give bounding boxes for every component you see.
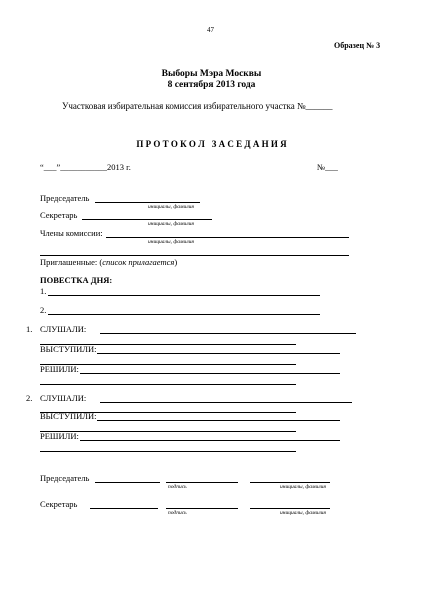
section-2-listened-line [100, 402, 352, 403]
secretary-caption: инициалы, фамилия [148, 221, 194, 227]
section-2-number: 2. [26, 393, 33, 403]
section-1-number: 1. [26, 324, 33, 334]
footer-chairman-initials-line [250, 482, 330, 483]
agenda-line-2 [48, 314, 320, 315]
footer-secretary-signature-caption: подпись [168, 510, 187, 516]
footer-secretary-line-1 [90, 508, 158, 509]
agenda-item-2: 2. [40, 305, 47, 315]
members-line-2 [40, 255, 349, 256]
agenda-heading: ПОВЕСТКА ДНЯ: [40, 275, 113, 285]
title-line-2: 8 сентября 2013 года [167, 80, 256, 90]
protocol-number: №___ [317, 162, 338, 172]
section-2-decided: РЕШИЛИ: [40, 431, 79, 441]
secretary-label: Секретарь [40, 210, 78, 220]
title-line-1: Выборы Мэра Москвы [161, 69, 262, 79]
footer-chairman-line-1 [95, 482, 160, 483]
section-1-listened: СЛУШАЛИ: [40, 324, 87, 334]
chairman-line [95, 202, 200, 203]
section-2-spoke-line [97, 420, 340, 421]
section-1-spoke: ВЫСТУПИЛИ: [40, 344, 97, 354]
sample-label: Образец № 3 [334, 41, 381, 50]
members-label: Члены комиссии: [40, 228, 103, 238]
chairman-caption: инициалы, фамилия [148, 204, 194, 210]
invited-line [40, 258, 177, 267]
members-caption: инициалы, фамилия [148, 239, 194, 245]
members-line-1 [106, 237, 349, 238]
section-1-listened-line [100, 333, 356, 334]
footer-secretary-label: Секретарь [40, 499, 78, 509]
secretary-line [82, 219, 212, 220]
footer-secretary-initials-caption: инициалы, фамилия [280, 510, 326, 516]
invited-suffix: ) [174, 257, 178, 267]
agenda-item-1: 1. [40, 286, 47, 296]
section-1-decided-line [80, 373, 340, 374]
footer-chairman-initials-caption: инициалы, фамилия [280, 484, 326, 490]
protocol-heading: П Р О Т О К О Л З А С Е Д А Н И Я [136, 139, 287, 149]
section-2-spoke: ВЫСТУПИЛИ: [40, 411, 97, 421]
section-2-listened: СЛУШАЛИ: [40, 393, 87, 403]
footer-secretary-signature-line [166, 508, 238, 509]
chairman-label: Председатель [40, 193, 90, 203]
section-2-decided-line [80, 440, 340, 441]
footer-chairman-signature-caption: подпись [168, 484, 187, 490]
footer-secretary-initials-line [250, 508, 330, 509]
section-1-decided-line-2 [40, 384, 296, 385]
commission-line: Участковая избирательная комиссия избирательного участка №______ [62, 101, 333, 111]
section-1-spoke-line [97, 353, 340, 354]
footer-chairman-signature-line [166, 482, 238, 483]
page-number: 47 [207, 26, 214, 34]
invited-prefix: Приглашенные: ( [40, 257, 103, 267]
agenda-line-1 [48, 295, 320, 296]
section-1-decided: РЕШИЛИ: [40, 364, 79, 374]
section-2-decided-line-2 [40, 451, 296, 452]
invited-italic: список прилагается [102, 257, 175, 267]
footer-chairman-label: Председатель [40, 473, 90, 483]
protocol-date: “___”___________2013 г. [40, 162, 131, 172]
